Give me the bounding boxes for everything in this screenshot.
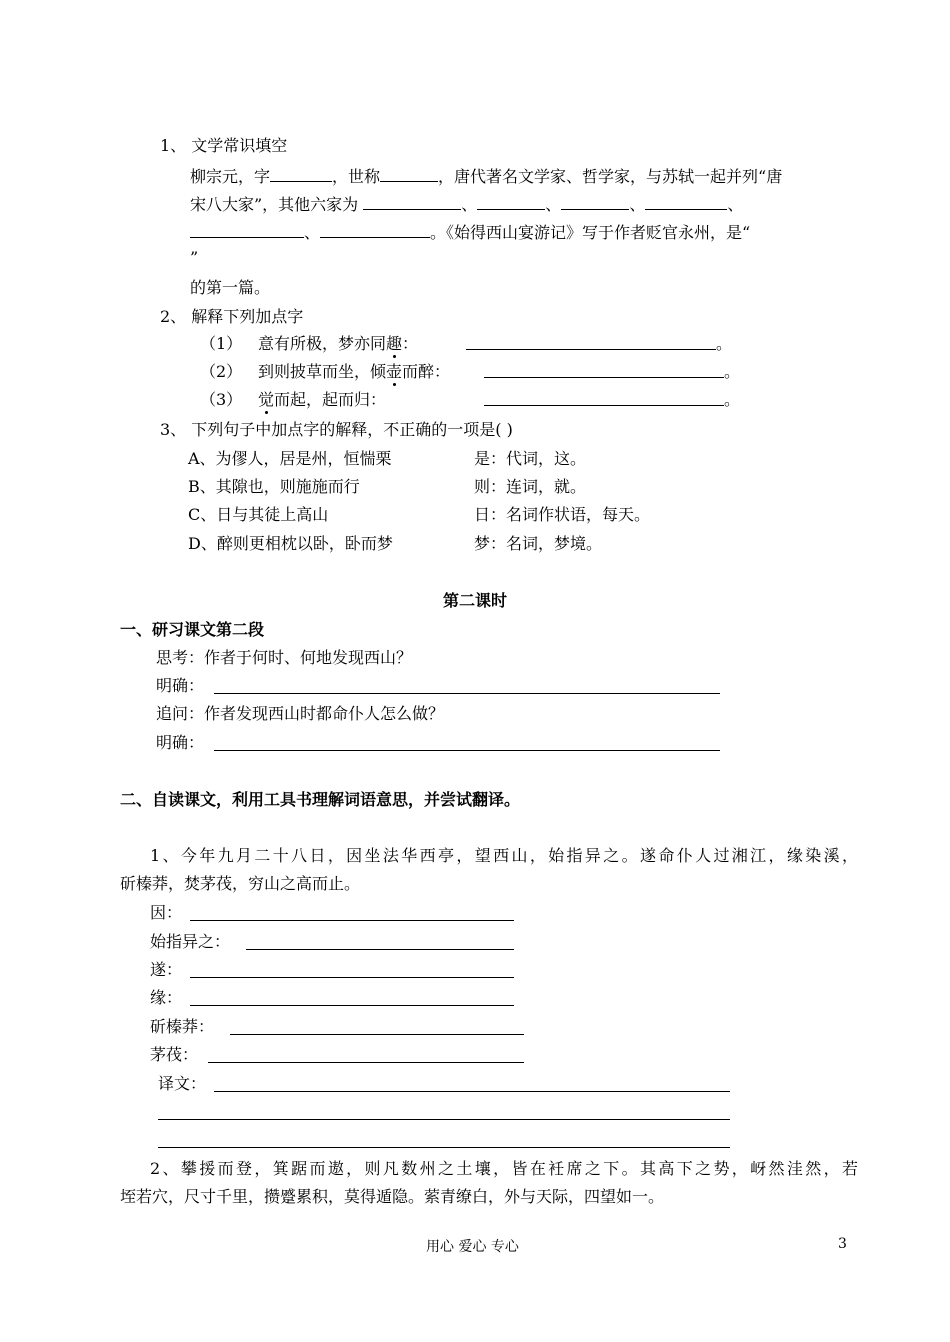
answer-end-3: 。 [724,390,741,409]
q2-item-2 [200,362,450,382]
option-explanation: 是：代词，这。 [474,449,587,468]
item-text: 意有所极，梦亦同 [258,334,387,353]
item-text: 而起，起而归： [274,390,387,409]
translation-line-2 [158,1119,730,1120]
answer-line-3 [484,405,724,406]
blank-courtesy-name [270,166,332,182]
ask-question: 追问：作者发现西山时都命仆人怎么做？ [156,704,445,723]
clear-line-2 [214,750,720,751]
q1-line-5: 的第一篇。 [190,278,271,297]
clear-line-1 [214,693,720,694]
passage-2-line-2: 垤若穴，尺寸千里，攒蹙累积，莫得遁隐。萦青缭白，外与天际，四望如一。 [120,1187,665,1206]
separator: 、 [461,195,478,214]
dotted-char: 壶 [386,362,403,381]
q3-option-b [188,477,586,497]
blank-author-5 [190,222,304,238]
option-text: A、为僇人，居是州，恒惴栗 [188,449,392,468]
option-explanation: 则：连词，就。 [474,477,587,496]
blank-author-6 [320,222,430,238]
q3-title: 3、 下列句子中加点字的解释，不正确的一项是( ) [160,420,513,439]
term-line-1 [190,920,514,921]
item-text: ： [402,334,419,353]
answer-line-1 [466,349,716,350]
answer-end-1: 。 [716,334,733,353]
blank-author-2 [477,194,545,210]
q1-text-c: ，唐代著名文学家、哲学家，与苏轼一起并列“唐 [438,167,783,186]
q2-item-3 [200,390,386,410]
term-line-3 [190,977,514,978]
option-text: D、醉则更相枕以卧，卧而梦 [188,534,393,553]
answer-end-2: 。 [724,362,741,381]
section-title: 第二课时 [443,591,508,610]
q3-option-d [188,534,602,554]
section-1-title: 一、研习课文第二段 [120,620,265,639]
term-shizhiyizhi: 始指异之： [150,932,231,951]
term-line-5 [230,1034,524,1035]
q1-line-1 [190,166,782,187]
term-maofa: 茅茷： [150,1045,199,1064]
item-number: （1） [200,334,243,353]
q2-item-1 [200,334,418,354]
item-text: 到则披草而坐，倾 [258,362,387,381]
q1-text-d: 宋八大家”，其他六家为 [190,195,364,214]
option-explanation: 日：名词作状语，每天。 [474,505,651,524]
blank-author-1 [363,194,461,210]
q1-text-b: ，世称 [332,167,381,186]
blank-title [380,166,438,182]
q2-title: 2、 解释下列加点字 [160,307,304,326]
dotted-char: 趣 [386,334,403,353]
footer-motto: 用心 爱心 专心 [426,1239,519,1255]
q1-text-a: 柳宗元，字 [190,167,271,186]
option-explanation: 梦：名词，梦境。 [474,534,603,553]
passage-1-line-2: 斫榛莽，焚茅茷，穷山之高而止。 [120,874,361,893]
translation-line-1 [214,1091,730,1092]
blank-author-3 [561,194,629,210]
term-line-2 [246,949,514,950]
page-number: 3 [838,1236,847,1252]
section-2-title: 二、自读课文，利用工具书理解词语意思，并尝试翻译。 [120,790,521,809]
q1-line-3 [190,222,750,243]
passage-2-line-1: 2、攀援而登，箕踞而遨，则凡数州之土壤，皆在衽席之下。其高下之势，岈然洼然，若 [150,1159,858,1178]
separator: 、 [727,195,744,214]
item-number: （3） [200,390,243,409]
term-line-6 [208,1062,524,1063]
term-sui: 遂： [150,960,183,979]
clear-label-2: 明确： [156,733,205,752]
term-yuan: 缘： [150,988,183,1007]
item-text: 而醉： [402,362,451,381]
passage-1-line-1: 1、今年九月二十八日，因坐法华西亭，望西山，始指异之。遂命仆人过湘江，缘染溪， [150,846,858,865]
term-line-4 [190,1005,514,1006]
q1-line-4: ” [190,248,199,267]
q1-text-e: 。《始得西山宴游记》写于作者贬官永州，是“ [430,223,751,242]
clear-label-1: 明确： [156,676,205,695]
q1-line-2 [190,194,743,215]
answer-line-2 [484,377,724,378]
option-text: C、日与其徒上高山 [188,505,329,524]
term-yin: 因： [150,903,183,922]
blank-author-4 [645,194,727,210]
q3-option-c [188,505,650,525]
separator: 、 [629,195,646,214]
term-zhuozhenmang: 斫榛莽： [150,1017,215,1036]
q3-option-a [188,449,586,469]
separator: 、 [304,223,321,242]
dotted-char: 觉 [258,390,275,409]
think-question: 思考：作者于何时、何地发现西山？ [156,648,413,667]
translation-line-3 [158,1147,730,1148]
option-text: B、其隙也，则施施而行 [188,477,360,496]
q1-title: 1、 文学常识填空 [160,136,288,155]
separator: 、 [545,195,562,214]
translation-label: 译文： [158,1074,207,1093]
item-number: （2） [200,362,243,381]
